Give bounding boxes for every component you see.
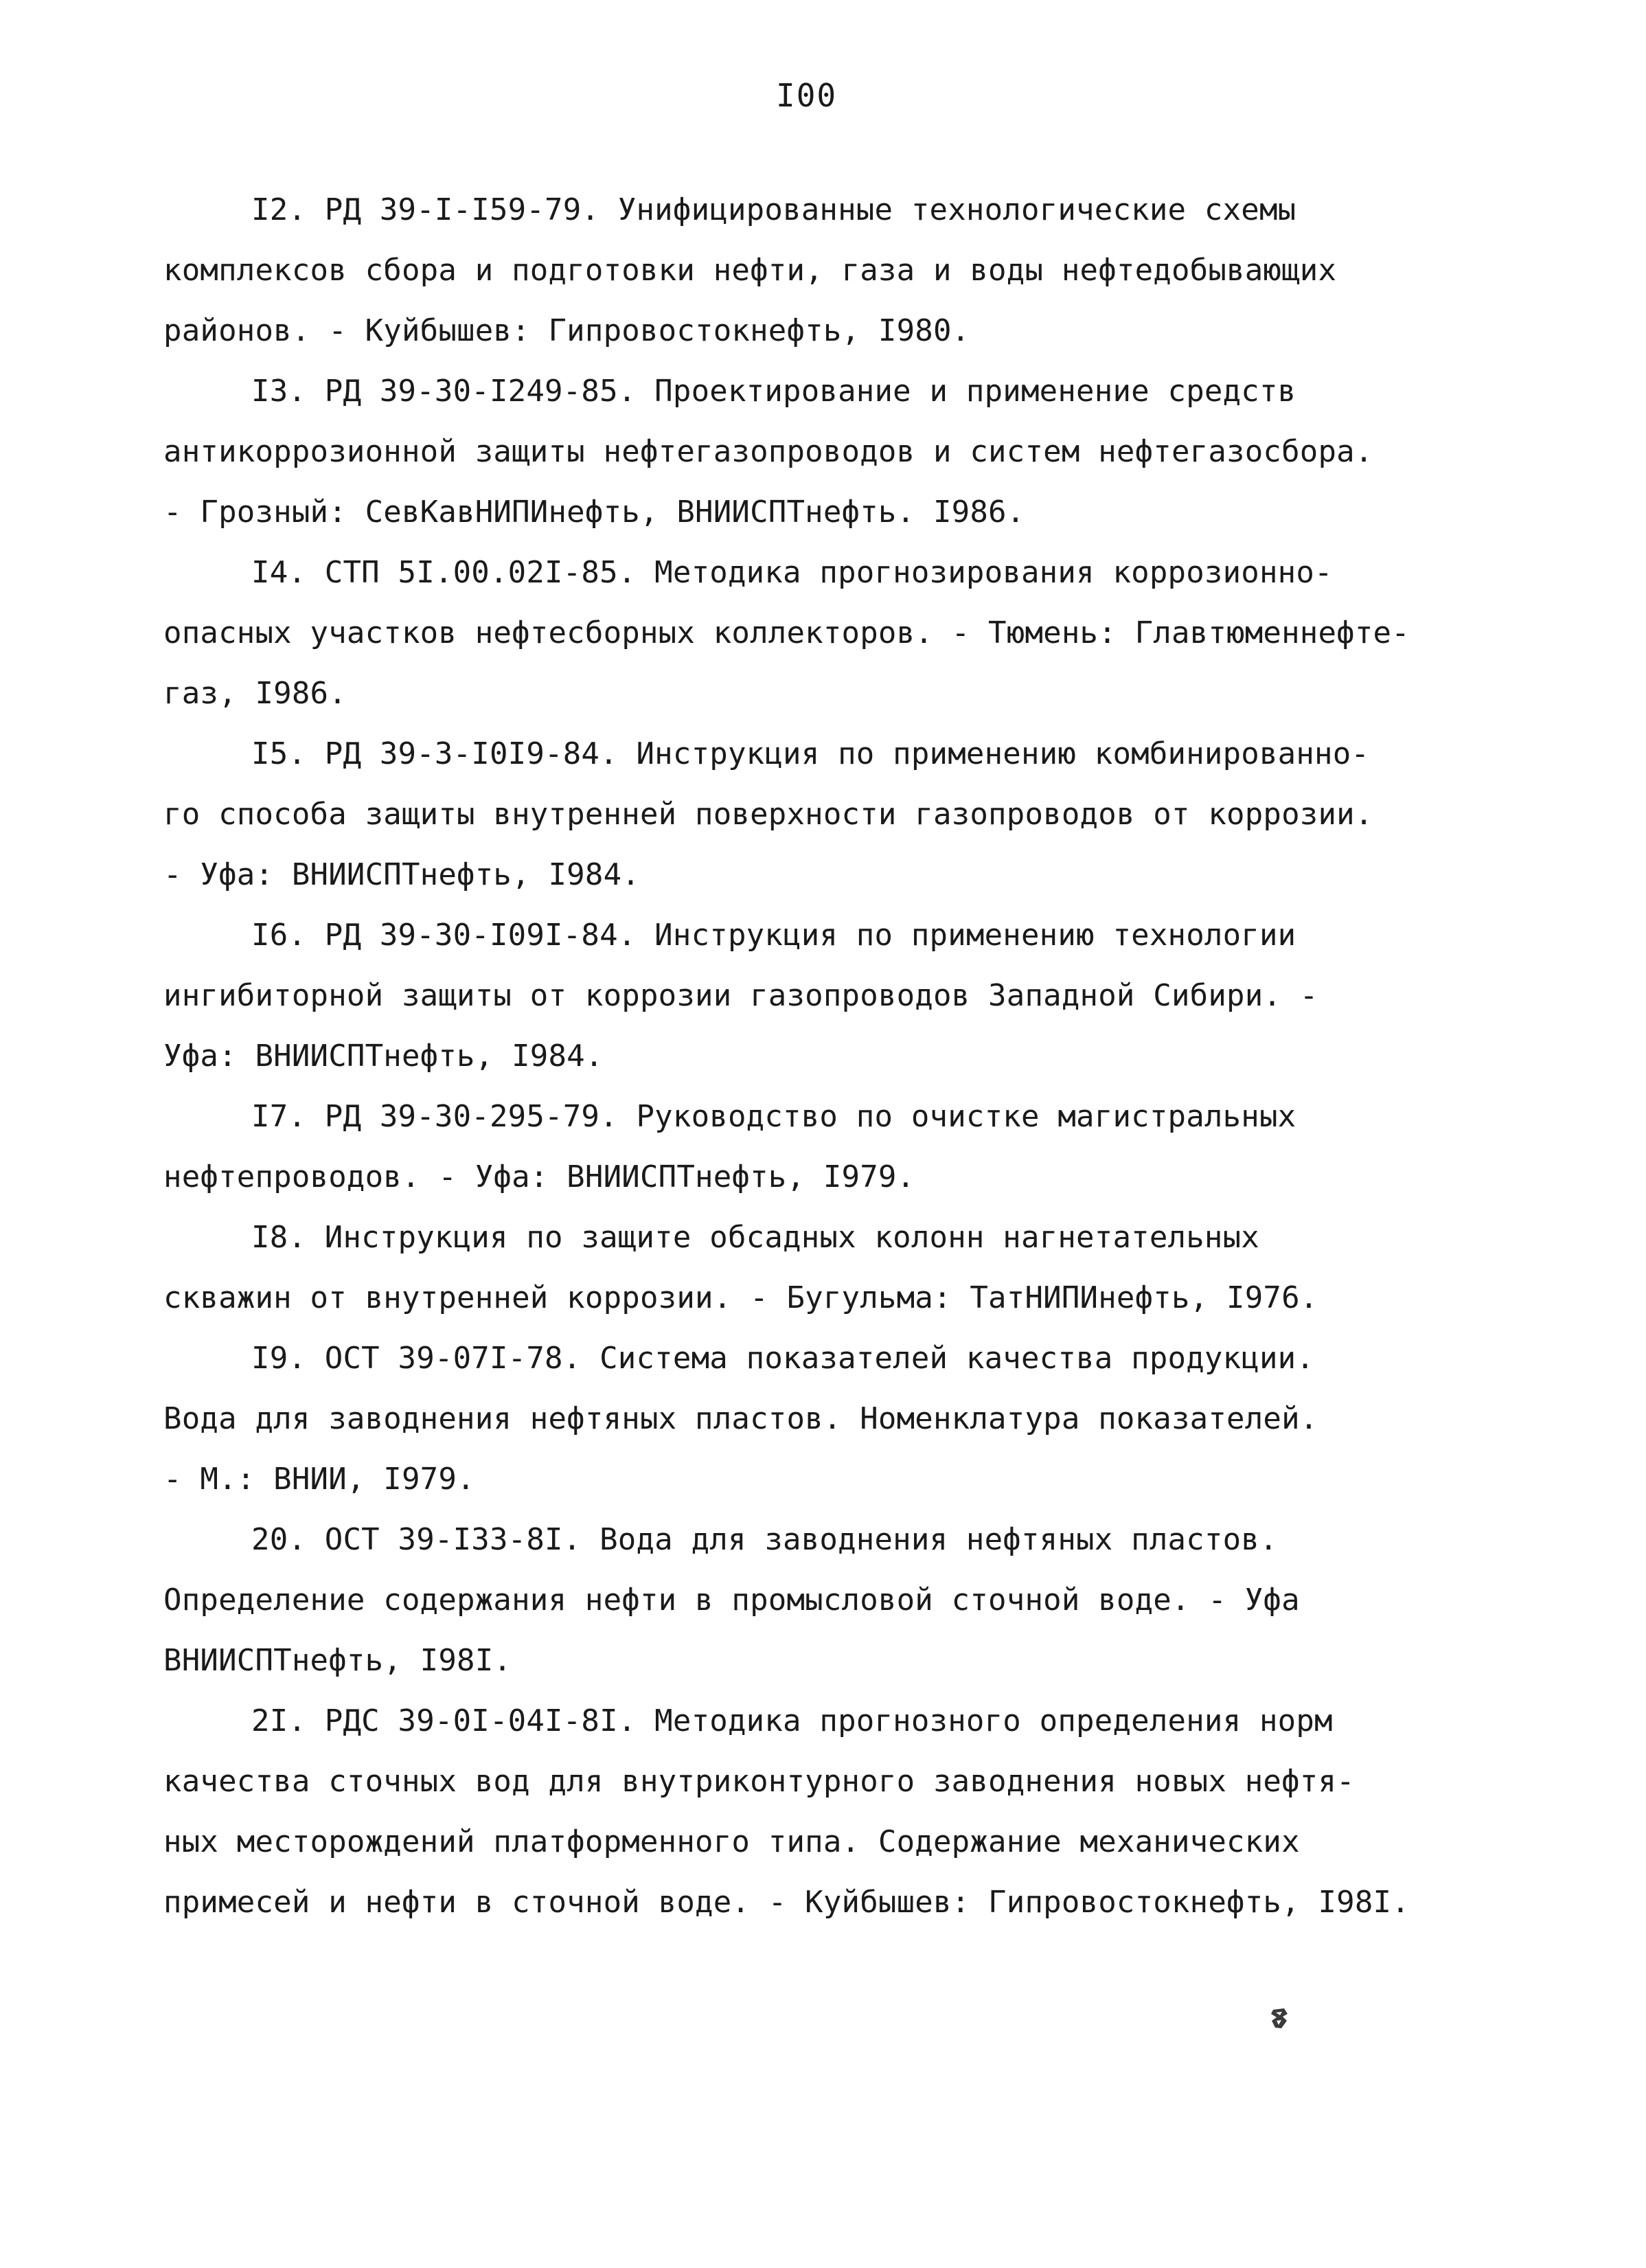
reference-line: комплексов сбора и подготовки нефти, газа и воды нефтедобывающих	[163, 253, 1337, 288]
page-number: I00	[776, 77, 838, 114]
reference-list	[163, 180, 1509, 1933]
reference-item	[163, 1691, 1509, 1933]
reference-line: ВНИИСПТнефть, I98I.	[163, 1643, 512, 1678]
reference-line: примесей и нефти в сточной воде. - Куйбышев: Гипровостокнефть, I98I.	[163, 1885, 1410, 1920]
reference-line: нефтепроводов. - Уфа: ВНИИСПТнефть, I979.	[163, 1159, 915, 1194]
reference-line: опасных участков нефтесборных коллекторов. - Тюмень: Главтюменнефте-	[163, 615, 1410, 650]
reference-item	[163, 1207, 1509, 1328]
reference-line: I3. РД 39-30-I249-85. Проектирование и применение средств	[251, 374, 1296, 409]
reference-line: - Уфа: ВНИИСПТнефть, I984.	[163, 857, 640, 892]
reference-line: ингибиторной защиты от коррозии газопроводов Западной Сибири. -	[163, 978, 1318, 1013]
reference-line: 20. ОСТ 39-I33-8I. Вода для заводнения нефтяных пластов.	[251, 1522, 1278, 1557]
reference-line: 2I. РДС 39-0I-04I-8I. Методика прогнозного определения норм	[251, 1703, 1333, 1738]
reference-item	[163, 1328, 1509, 1510]
reference-line: I7. РД 39-30-295-79. Руководство по очистке магистральных	[251, 1099, 1296, 1134]
reference-line: районов. - Куйбышев: Гипровостокнефть, I980.	[163, 313, 970, 348]
reference-item	[163, 905, 1509, 1087]
reference-item	[163, 180, 1509, 361]
reference-item	[163, 543, 1509, 724]
reference-item	[163, 1087, 1509, 1207]
reference-line: - М.: ВНИИ, I979.	[163, 1462, 475, 1497]
reference-line: I2. РД 39-I-I59-79. Унифицированные технологические схемы	[251, 192, 1296, 227]
reference-line: I9. ОСТ 39-07I-78. Система показателей качества продукции.	[251, 1341, 1315, 1376]
reference-line: I4. СТП 5I.00.02I-85. Методика прогнозирования коррозионно-	[251, 555, 1333, 590]
reference-line: качества сточных вод для внутриконтурного заводнения новых нефтя-	[163, 1764, 1355, 1799]
reference-line: I5. РД 39-3-I0I9-84. Инструкция по применению комбинированно-	[251, 736, 1370, 771]
reference-line: I6. РД 39-30-I09I-84. Инструкция по применению технологии	[251, 918, 1296, 953]
reference-line: газ, I986.	[163, 676, 347, 711]
reference-line: скважин от внутренней коррозии. - Бугульма: ТатНИПИнефть, I976.	[163, 1280, 1318, 1315]
reference-item	[163, 1510, 1509, 1691]
reference-line: Определение содержания нефти в промысловой сточной воде. - Уфа	[163, 1583, 1300, 1618]
ink-blot-mark	[1269, 2007, 1290, 2030]
reference-line: I8. Инструкция по защите обсадных колонн нагнетательных	[251, 1220, 1259, 1255]
reference-line: Уфа: ВНИИСПТнефть, I984.	[163, 1039, 604, 1074]
reference-line: - Грозный: СевКавНИПИнефть, ВНИИСПТнефть. I986.	[163, 495, 1025, 530]
reference-line: Вода для заводнения нефтяных пластов. Номенклатура показателей.	[163, 1401, 1318, 1436]
reference-line: ных месторождений платформенного типа. Содержание механических	[163, 1824, 1300, 1859]
reference-item	[163, 724, 1509, 905]
reference-item	[163, 361, 1509, 543]
reference-line: антикоррозионной защиты нефтегазопроводов и систем нефтегазосбора.	[163, 434, 1373, 469]
reference-line: го способа защиты внутренней поверхности газопроводов от коррозии.	[163, 797, 1373, 832]
